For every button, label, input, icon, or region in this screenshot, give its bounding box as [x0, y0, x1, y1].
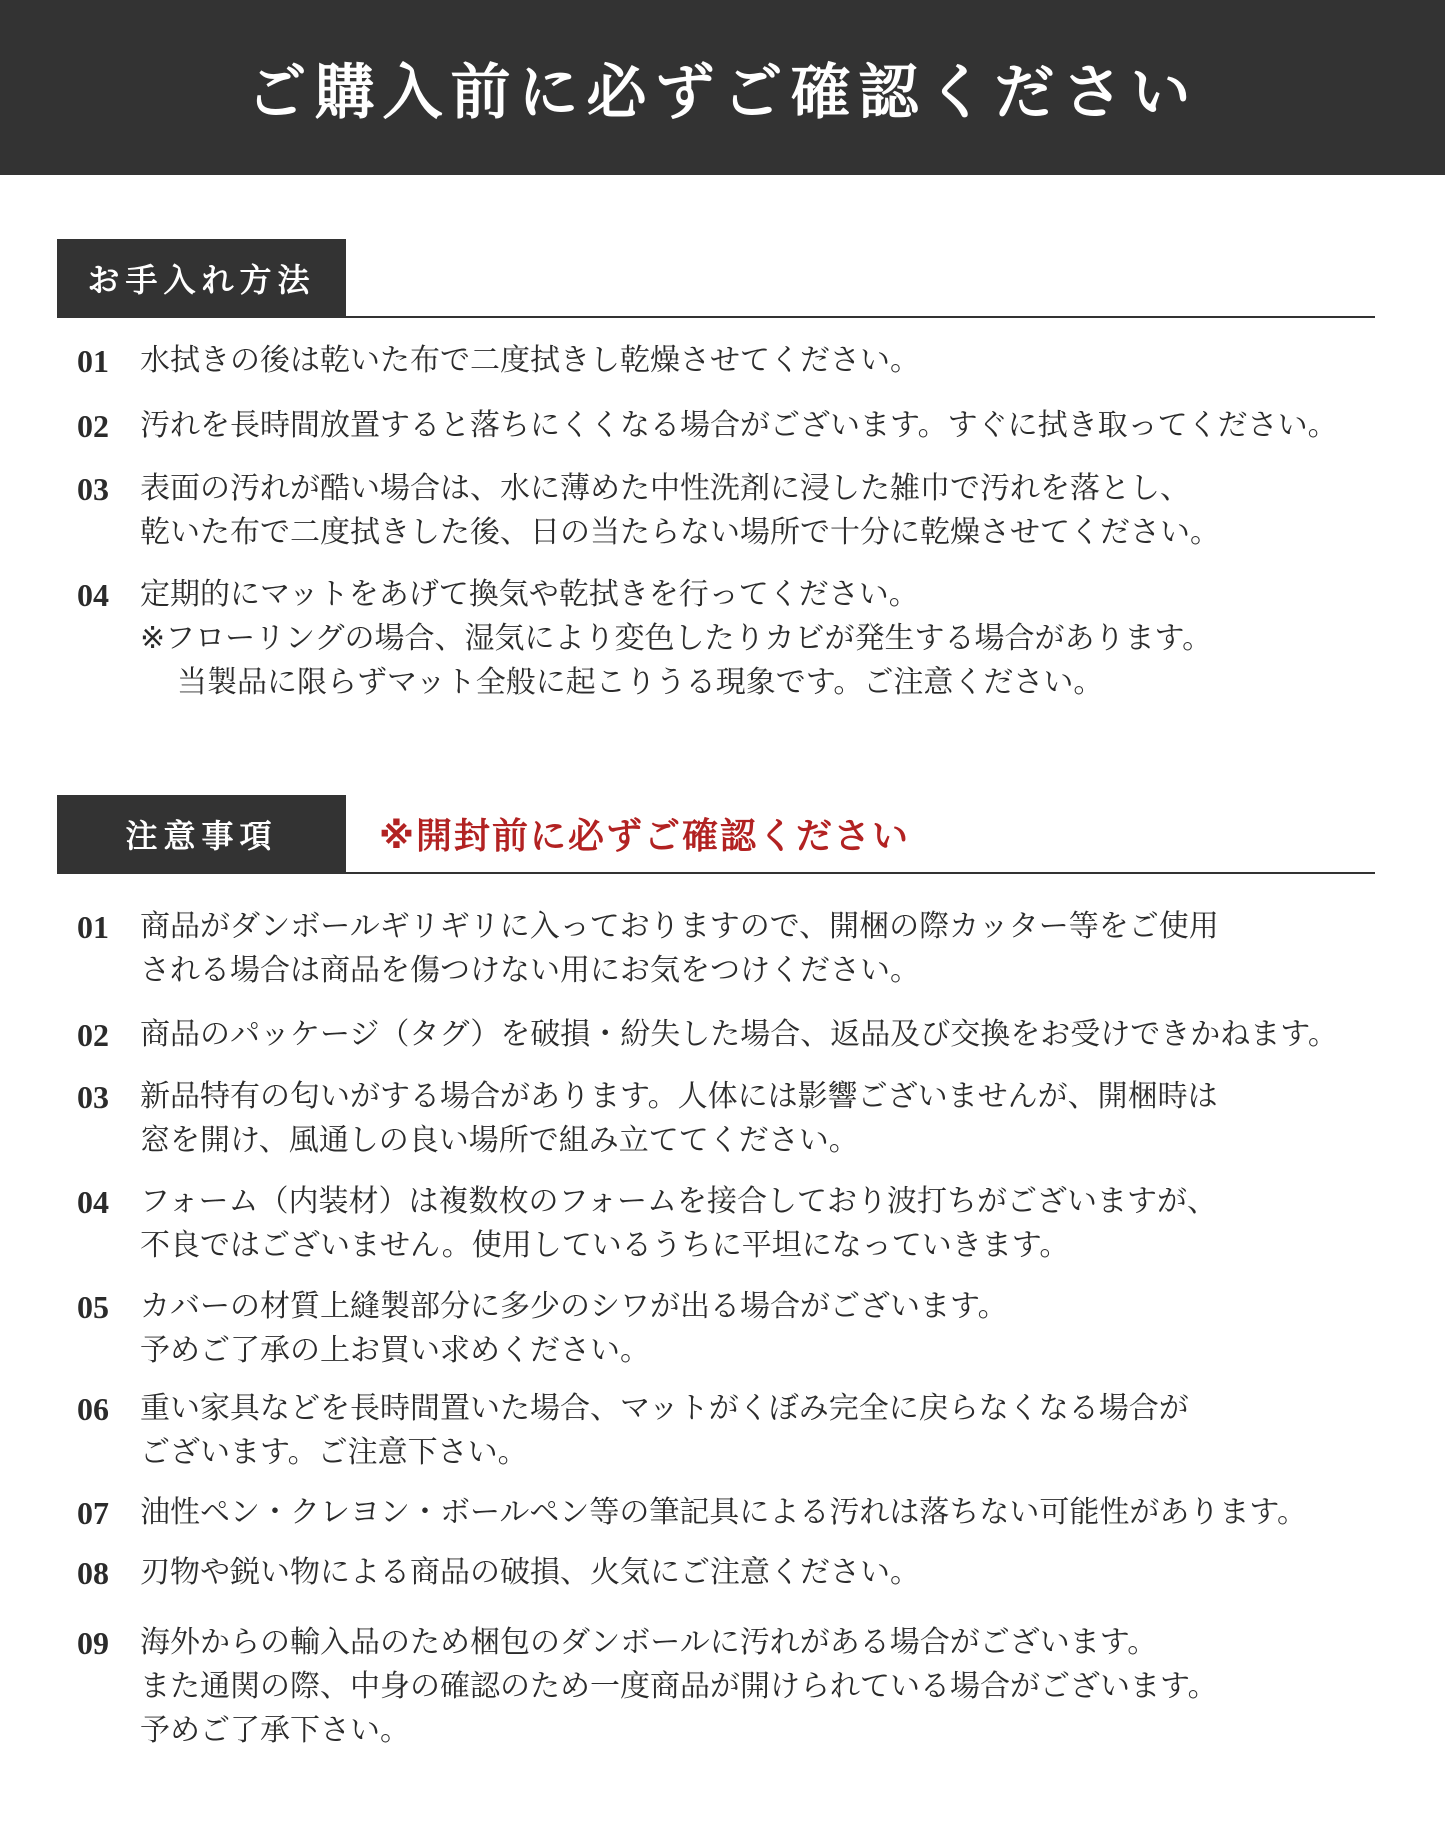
item-number: 06 — [77, 1391, 109, 1427]
care-section-header — [57, 239, 1375, 318]
item-text: 海外からの輸入品のため梱包のダンボールに汚れがある場合がございます。 — [140, 1625, 1158, 1660]
item-note: ※フローリングの場合、湿気により変色したりカビが発生する場合があります。 — [140, 621, 1213, 656]
item-number: 03 — [77, 471, 109, 507]
item-text: 水拭きの後は乾いた布で二度拭きし乾燥させてください。 — [140, 343, 920, 378]
item-number: 04 — [77, 1184, 109, 1220]
care-section-tag: お手入れ方法 — [57, 239, 346, 316]
item-number: 04 — [77, 577, 109, 613]
item-text: 刃物や鋭い物による商品の破損、火気にご注意ください。 — [140, 1555, 920, 1590]
item-text: 汚れを長時間放置すると落ちにくくなる場合がございます。すぐに拭き取ってください。 — [140, 408, 1338, 443]
item-number: 03 — [77, 1079, 109, 1115]
item-number: 07 — [77, 1495, 109, 1531]
care-section — [57, 239, 1375, 700]
caution-section-header — [57, 795, 1375, 874]
item-text: 予めご了承下さい。 — [140, 1713, 410, 1748]
item-text: 予めご了承の上お買い求めください。 — [140, 1333, 650, 1368]
item-text: カバーの材質上縫製部分に多少のシワが出る場合がございます。 — [140, 1289, 1008, 1324]
item-text: 商品がダンボールギリギリに入っておりますので、開梱の際カッター等をご使用 — [140, 909, 1219, 944]
item-text: また通関の際、中身の確認のため一度商品が開けられている場合がございます。 — [140, 1669, 1218, 1704]
item-text: ございます。ご注意下さい。 — [140, 1435, 528, 1470]
item-text: 油性ペン・クレヨン・ボールペン等の筆記具による汚れは落ちない可能性があります。 — [140, 1495, 1307, 1530]
item-text: 不良ではございません。使用しているうちに平坦になっていきます。 — [140, 1228, 1070, 1263]
item-text: 重い家具などを長時間置いた場合、マットがくぼみ完全に戻らなくなる場合が — [140, 1391, 1189, 1426]
item-text: 乾いた布で二度拭きした後、日の当たらない場所で十分に乾燥させてください。 — [140, 515, 1220, 550]
header-banner — [0, 0, 1445, 175]
caution-section-tag: 注意事項 — [57, 795, 346, 872]
item-text: される場合は商品を傷つけない用にお気をつけください。 — [140, 953, 920, 988]
item-text: 新品特有の匂いがする場合があります。人体には影響ございませんが、開梱時は — [140, 1079, 1218, 1114]
item-note: 当製品に限らずマット全般に起こりうる現象です。ご注意ください。 — [177, 665, 1104, 700]
item-number: 08 — [77, 1555, 109, 1591]
item-number: 02 — [77, 408, 109, 444]
item-number: 09 — [77, 1625, 109, 1661]
item-number: 02 — [77, 1017, 109, 1053]
item-text: 定期的にマットをあげて換気や乾拭きを行ってください。 — [140, 577, 919, 612]
caution-section — [57, 795, 1375, 1748]
page-title: ご購入前に必ずご確認ください — [246, 57, 1199, 128]
item-text: 窓を開け、風通しの良い場所で組み立ててください。 — [140, 1123, 859, 1158]
item-text: フォーム（内装材）は複数枚のフォームを接合しており波打ちがございますが、 — [140, 1184, 1217, 1219]
item-text: 表面の汚れが酷い場合は、水に薄めた中性洗剤に浸した雑巾で汚れを落とし、 — [140, 471, 1190, 506]
caution-warning-note: ※開封前に必ずご確認ください — [379, 816, 910, 857]
item-text: 商品のパッケージ（タグ）を破損・紛失した場合、返品及び交換をお受けできかねます。 — [140, 1017, 1338, 1052]
item-number: 01 — [77, 909, 109, 945]
item-number: 05 — [77, 1289, 109, 1325]
item-number: 01 — [77, 343, 109, 379]
